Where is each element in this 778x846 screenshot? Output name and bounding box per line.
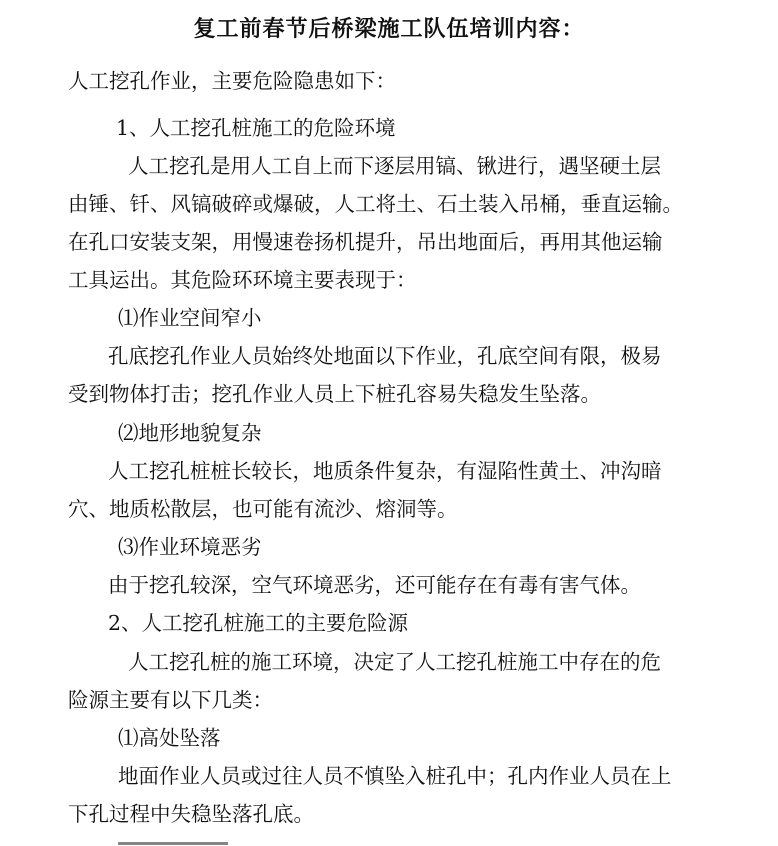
section1-item2-line: 穴、地质松散层，也可能有流沙、熔洞等。 [68,497,458,521]
section1-item3-line: 由于挖孔较深，空气环境恶劣，还可能存在有毒有害气体。 [108,573,641,597]
section1-item2-heading: ⑵地形地貌复杂 [118,421,262,445]
section1-para-line: 工具运出。其危险环环境主要表现于： [68,268,417,292]
section1-heading: 1、人工挖孔桩施工的危险环境 [116,116,396,140]
section1-para-line: 由锤、钎、风镐破碎或爆破，人工将土、石土装入吊桶，垂直运输。 [68,192,683,216]
section1-item3-heading: ⑶作业环境恶劣 [118,535,262,559]
document-title: 复工前春节后桥梁施工队伍培训内容： [193,16,585,42]
section2-heading: 2、人工挖孔桩施工的主要危险源 [108,611,409,635]
intro-line: 人工挖孔作业，主要危险隐患如下： [68,69,396,93]
section1-para-line: 在孔口安装支架，用慢速卷扬机提升，吊出地面后，再用其他运输 [68,230,663,254]
section2-item1-line: 地面作业人员或过往人员不慎坠入桩孔中；孔内作业人员在上 [118,764,672,788]
section1-item1-line: 受到物体打击；挖孔作业人员上下桩孔容易失稳发生坠落。 [68,382,601,406]
section2-item1-heading: ⑴高处坠落 [118,726,221,750]
section2-item1-line: 下孔过程中失稳坠落孔底。 [68,802,314,826]
section1-item1-line: 孔底挖孔作业人员始终处地面以下作业，孔底空间有限，极易 [108,344,662,368]
section2-para-line: 险源主要有以下几类： [68,688,273,712]
section1-item1-heading: ⑴作业空间窄小 [118,306,262,330]
section1-item2-line: 人工挖孔桩桩长较长，地质条件复杂，有湿陷性黄土、冲沟暗 [108,459,662,483]
section1-para-line: 人工挖孔是用人工自上而下逐层用镐、锹进行，遇坚硬土层 [128,154,661,178]
section2-para-line: 人工挖孔桩的施工环境，决定了人工挖孔桩施工中存在的危 [128,650,661,674]
